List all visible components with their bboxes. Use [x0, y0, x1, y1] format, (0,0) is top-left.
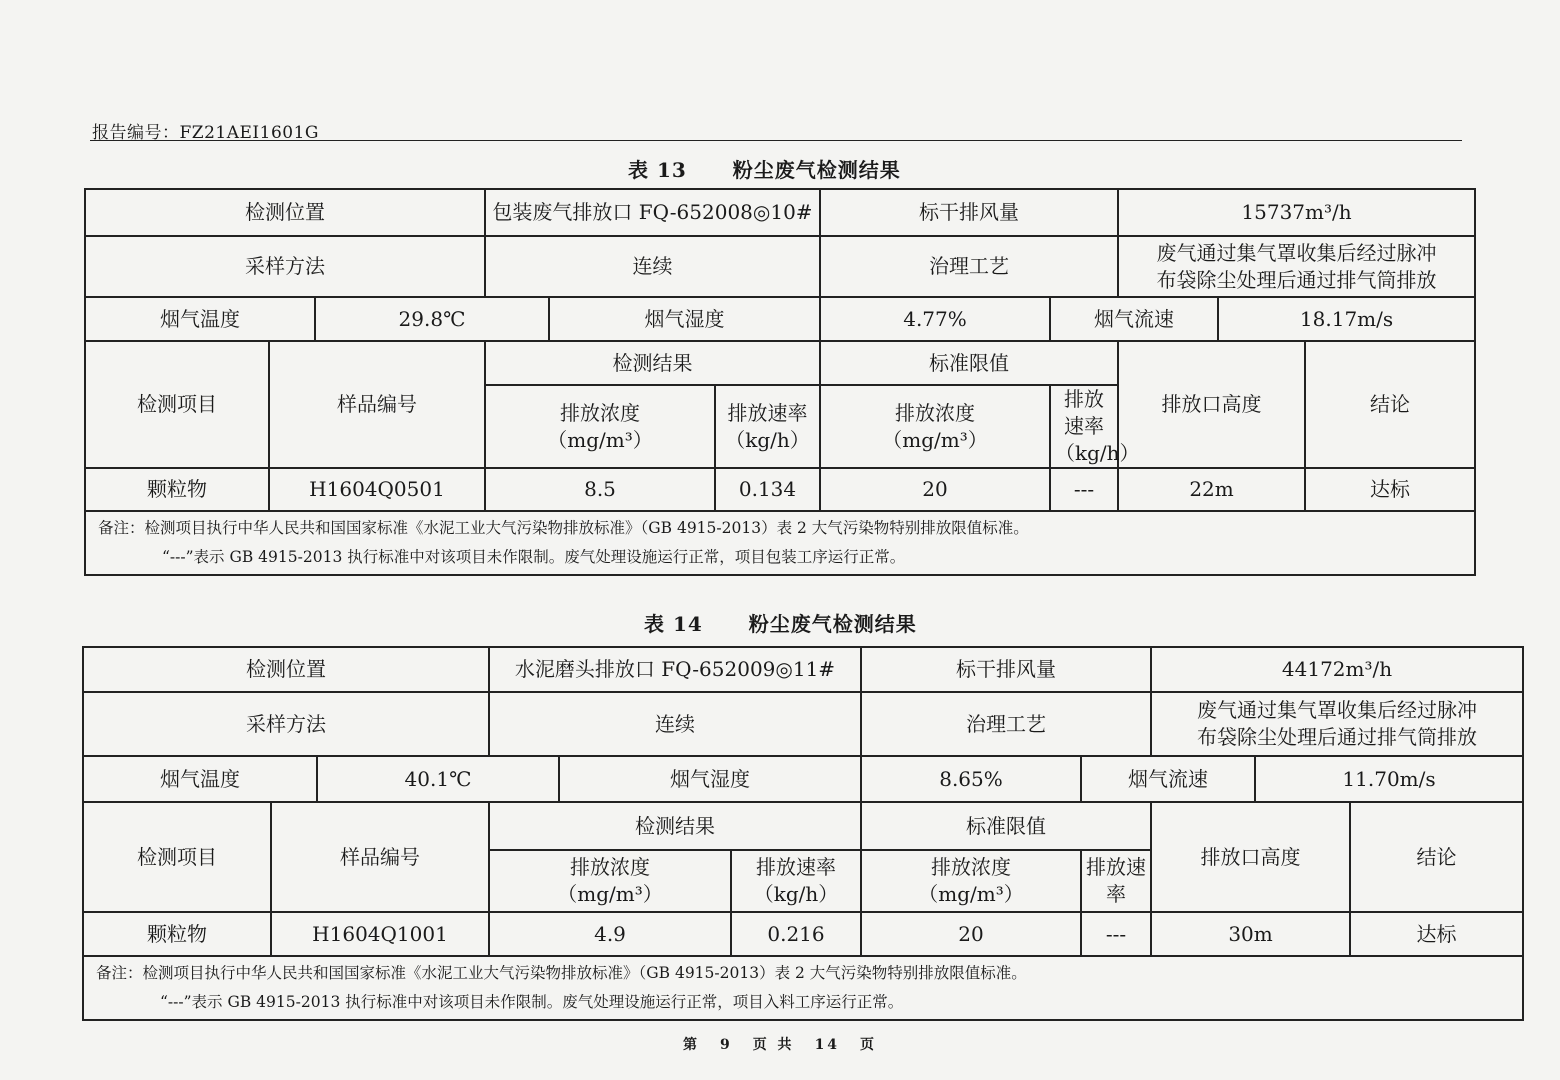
header-limit-rate: 排放速率 — [1081, 850, 1151, 912]
header-conc-label: 排放浓度 — [560, 400, 640, 425]
sampling-label: 采样方法 — [83, 692, 489, 756]
temp-value: 29.8℃ — [315, 297, 549, 341]
header-sample: 样品编号 — [269, 341, 485, 468]
page-number: 9 — [719, 1037, 733, 1053]
process-value — [1118, 236, 1475, 297]
row-limit-conc: 20 — [820, 468, 1050, 511]
results-table — [82, 646, 1524, 1021]
header-conc — [489, 850, 731, 912]
row-height: 30m — [1151, 912, 1350, 956]
humidity-label: 烟气湿度 — [549, 297, 820, 341]
row-limit-conc: 20 — [861, 912, 1081, 956]
header-rate-label: 排放速率 — [727, 400, 808, 425]
location-label: 检测位置 — [85, 189, 485, 236]
header-limit: 标准限值 — [820, 341, 1118, 385]
footer-text: 第 — [682, 1037, 700, 1053]
row-conc: 8.5 — [485, 468, 715, 511]
footer-text: 页 — [860, 1037, 878, 1053]
header-limit-conc — [820, 385, 1050, 468]
header-rate-unit: （kg/h） — [725, 427, 810, 452]
airflow-value: 44172m³/h — [1151, 647, 1523, 692]
process-value — [1151, 692, 1523, 756]
header-rate-label: 排放速率 — [756, 855, 836, 879]
note-line: “---”表示 GB 4915-2013 执行标准中对该项目未作限制。废气处理设施运行正常，项目入料工序运行正常。 — [160, 993, 904, 1011]
header-item: 检测项目 — [83, 802, 271, 912]
report-number: 报告编号：FZ21AEI1601G — [92, 123, 319, 143]
airflow-label: 标干排风量 — [861, 647, 1151, 692]
table-number: 表 14 — [644, 612, 703, 636]
row-height: 22m — [1118, 468, 1305, 511]
header-limit-conc-unit: （mg/m³） — [918, 882, 1024, 906]
header-conc-unit: （mg/m³） — [547, 427, 653, 452]
header-limit-conc-label: 排放浓度 — [931, 855, 1011, 879]
humidity-value: 8.65% — [861, 756, 1081, 802]
table-row — [83, 912, 1523, 956]
row-rate: 0.134 — [715, 468, 820, 511]
row-item: 颗粒物 — [85, 468, 269, 511]
header-limit-rate-unit: （kg/h） — [1055, 441, 1140, 465]
header-result: 检测结果 — [485, 341, 820, 385]
header-limit: 标准限值 — [861, 802, 1151, 850]
airflow-value: 15737m³/h — [1118, 189, 1475, 236]
row-rate: 0.216 — [731, 912, 861, 956]
note-line: 备注：检测项目执行中华人民共和国国家标准《水泥工业大气污染物排放标准》（GB 4915-2013）表 2 大气污染物特别排放限值标准。 — [98, 519, 1029, 537]
process-label: 治理工艺 — [820, 236, 1118, 297]
header-item: 检测项目 — [85, 341, 269, 468]
row-limit-rate: --- — [1050, 468, 1118, 511]
row-limit-rate: --- — [1081, 912, 1151, 956]
header-rate — [731, 850, 861, 912]
header-limit-rate — [1050, 385, 1140, 468]
table-note — [85, 511, 1475, 575]
page-footer — [0, 1034, 1560, 1054]
header-rate — [715, 385, 820, 468]
sampling-label: 采样方法 — [85, 236, 485, 297]
velocity-label: 烟气流速 — [1050, 297, 1218, 341]
row-sample: H1604Q0501 — [269, 468, 485, 511]
header-limit-rate-label: 排放速率 — [1064, 387, 1105, 438]
row-conclusion: 达标 — [1305, 468, 1475, 511]
location-value: 水泥磨头排放口 FQ-652009◎11# — [489, 647, 861, 692]
header-limit-conc-unit: （mg/m³） — [882, 427, 988, 452]
table-caption — [628, 154, 901, 183]
header-limit-conc-label: 排放浓度 — [895, 400, 975, 425]
process-label: 治理工艺 — [861, 692, 1151, 756]
footer-text: 页 共 — [752, 1037, 795, 1053]
header-conc-label: 排放浓度 — [570, 855, 650, 879]
header-conc-unit: （mg/m³） — [557, 882, 663, 906]
header-height: 排放口高度 — [1151, 802, 1350, 912]
header-conc — [485, 385, 715, 468]
table-note — [83, 956, 1523, 1020]
temp-value: 40.1℃ — [317, 756, 559, 802]
header-sample: 样品编号 — [271, 802, 489, 912]
results-table — [84, 188, 1476, 576]
table-caption — [644, 608, 917, 637]
header-result: 检测结果 — [489, 802, 861, 850]
row-conclusion: 达标 — [1350, 912, 1523, 956]
sampling-value: 连续 — [489, 692, 861, 756]
process-line: 布袋除尘处理后通过排气筒排放 — [1156, 267, 1437, 292]
total-pages: 14 — [814, 1037, 841, 1053]
location-value: 包装废气排放口 FQ-652008◎10# — [485, 189, 820, 236]
process-line: 废气通过集气罩收集后经过脉冲 — [1156, 240, 1437, 265]
header-rule — [90, 140, 1462, 141]
velocity-value: 18.17m/s — [1218, 297, 1475, 341]
table-row — [85, 468, 1475, 511]
process-line: 废气通过集气罩收集后经过脉冲 — [1197, 698, 1478, 722]
header-conclusion: 结论 — [1350, 802, 1523, 912]
table-number: 表 13 — [628, 158, 687, 182]
header-limit-conc — [861, 850, 1081, 912]
table-title: 粉尘废气检测结果 — [748, 612, 917, 636]
airflow-label: 标干排风量 — [820, 189, 1118, 236]
header-rate-unit: （kg/h） — [753, 882, 839, 906]
row-item: 颗粒物 — [83, 912, 271, 956]
humidity-value: 4.77% — [820, 297, 1050, 341]
velocity-label: 烟气流速 — [1081, 756, 1255, 802]
location-label: 检测位置 — [83, 647, 489, 692]
row-conc: 4.9 — [489, 912, 731, 956]
note-line: “---”表示 GB 4915-2013 执行标准中对该项目未作限制。废气处理设施运行正常，项目包装工序运行正常。 — [162, 548, 906, 566]
temp-label: 烟气温度 — [85, 297, 315, 341]
header-conclusion: 结论 — [1305, 341, 1475, 468]
table-title: 粉尘废气检测结果 — [732, 158, 901, 182]
sampling-value: 连续 — [485, 236, 820, 297]
temp-label: 烟气温度 — [83, 756, 317, 802]
note-line: 备注：检测项目执行中华人民共和国国家标准《水泥工业大气污染物排放标准》（GB 4915-2013）表 2 大气污染物特别排放限值标准。 — [96, 964, 1027, 982]
humidity-label: 烟气湿度 — [559, 756, 861, 802]
velocity-value: 11.70m/s — [1255, 756, 1523, 802]
header-height: 排放口高度 — [1118, 341, 1305, 468]
row-sample: H1604Q1001 — [271, 912, 489, 956]
process-line: 布袋除尘处理后通过排气筒排放 — [1197, 725, 1478, 749]
